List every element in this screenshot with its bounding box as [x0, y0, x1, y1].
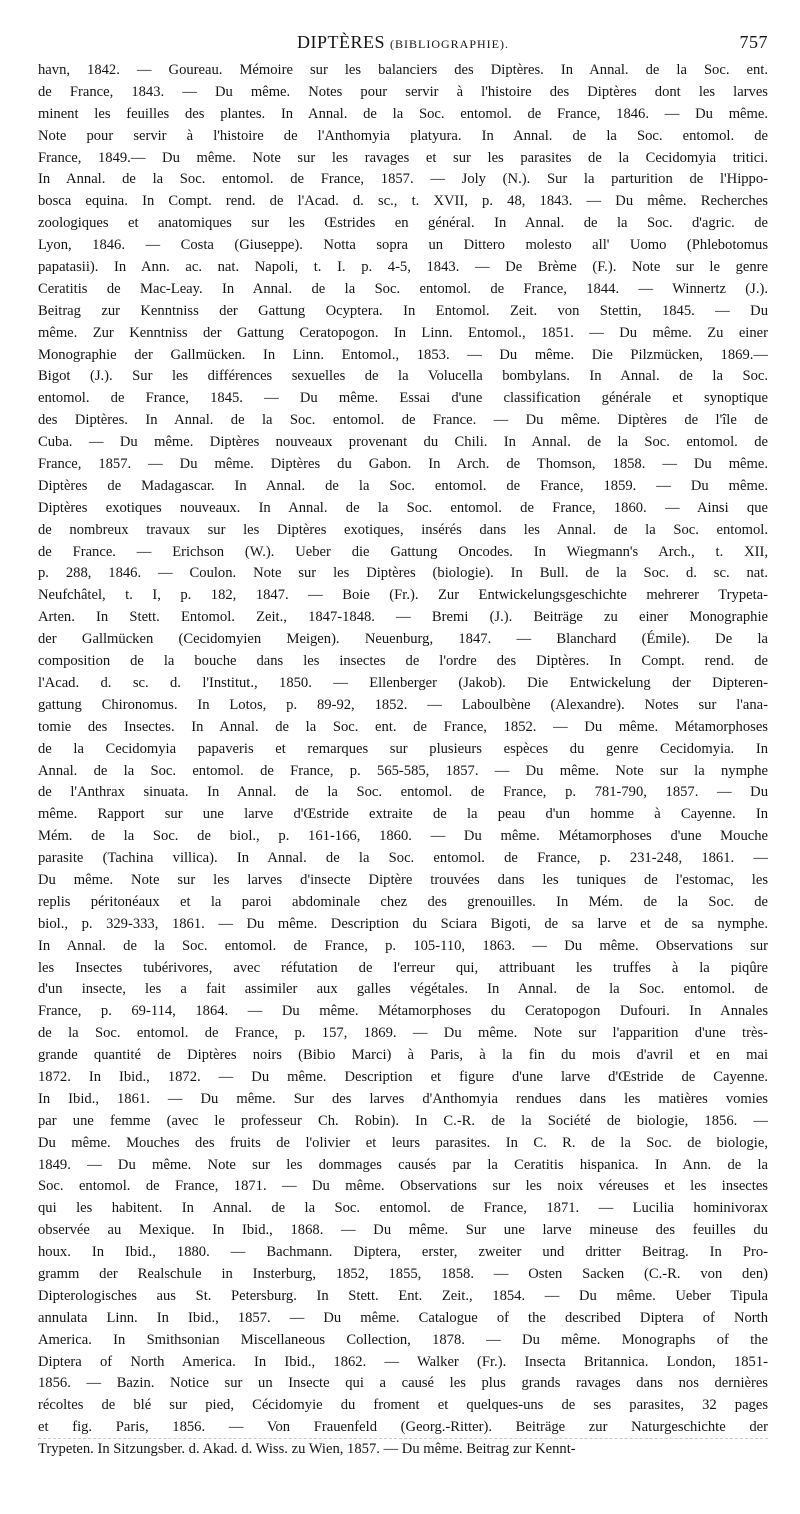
section-subtitle: (BIBLIOGRAPHIE).	[390, 37, 509, 51]
text-line: entomol. de France, 1845. — Du même. Essai d'une classification générale et synoptique	[38, 390, 768, 407]
text-line: Diptères exotiques nouveaux. In Annal. de la Soc. entomol. de France, 1860. — Ainsi que	[38, 499, 768, 516]
text-line: Soc. entomol. de France, 1871. — Du même. Observations sur les noix véreuses et les insectes	[38, 1178, 768, 1195]
text-line: zoologiques et anatomiques sur les Œstrides en général. In Annal. de la Soc. d'agric. de	[38, 215, 768, 232]
text-line: et fig. Paris, 1856. — Von Frauenfeld (Georg.-Ritter). Beiträge zur Naturgeschichte der	[38, 1419, 768, 1436]
text-line: Diptères de Madagascar. In Annal. de la Soc. entomol. de France, 1859. — Du même.	[38, 477, 768, 494]
text-line: de nombreux travaux sur les Diptères exotiques, insérés dans les Annal. de la Soc. entomol.	[38, 521, 768, 538]
text-line: p. 288, 1846. — Coulon. Note sur les Diptères (biologie). In Bull. de la Soc. d. sc. nat.	[38, 565, 768, 582]
text-line: America. In Smithsonian Miscellaneous Collection, 1878. — Du même. Monographs of the	[38, 1331, 768, 1348]
text-line: Neufchâtel, t. I, p. 182, 1847. — Boie (Fr.). Zur Entwickelungsgeschichte mehrerer Trypeta-	[38, 587, 768, 604]
text-line: observée au Mexique. In Ibid., 1868. — Du même. Sur une larve mineuse des feuilles du	[38, 1222, 768, 1239]
section-title: DIPTÈRES	[296, 32, 385, 52]
running-title	[38, 32, 768, 53]
text-line: gattung Chironomus. In Lotos, p. 89-92, 1852. — Laboulbène (Alexandre). Notes sur l'ana-	[38, 696, 768, 713]
text-line: Diptera of North America. In Ibid., 1862. — Walker (Fr.). Insecta Britannica. London, 1851-	[38, 1353, 768, 1370]
text-line: Trypeten. In Sitzungsber. d. Akad. d. Wiss. zu Wien, 1857. — Du même. Beitrag zur Kennt-	[38, 1441, 576, 1458]
bottom-rule	[38, 1438, 768, 1439]
text-line: 1856. — Bazin. Notice sur un Insecte qui a causé les plus grands ravages dans nos dernières	[38, 1375, 768, 1392]
text-line: composition de la bouche dans les insectes de l'ordre des Diptères. In Compt. rend. de	[38, 653, 768, 670]
text-line: In Annal. de la Soc. entomol. de France, 1857. — Joly (N.). Sur la parturition de l'Hippo-	[38, 171, 768, 188]
text-line: In Annal. de la Soc. entomol. de France, p. 105-110, 1863. — Du même. Observations sur	[38, 937, 768, 954]
text-line: houx. In Ibid., 1880. — Bachmann. Diptera, erster, zweiter und dritter Beitrag. In Pro-	[38, 1244, 768, 1261]
bibliography-text	[38, 60, 768, 1461]
text-line: l'Acad. d. sc. d. l'Institut., 1850. — Ellenberger (Jakob). Die Entwickelung der Dipteren-	[38, 674, 768, 691]
text-line: minent les feuilles des plantes. In Annal. de la Soc. entomol. de France, 1846. — Du même.	[38, 105, 768, 122]
text-line: d'un insecte, les a fait assimiler aux galles végétales. In Annal. de la Soc. entomol. de	[38, 981, 768, 998]
text-line: Lyon, 1846. — Costa (Giuseppe). Notta sopra un Dittero molesto all' Uomo (Phlebotomus	[38, 237, 768, 254]
text-line: de l'Anthrax sinuata. In Annal. de la Soc. entomol. de France, p. 781-790, 1857. — Du	[38, 784, 768, 801]
text-line: les Insectes tubérivores, avec réfutation de l'erreur qui, attribuant les truffes à la piqûre	[38, 959, 768, 976]
text-line: 1872. In Ibid., 1872. — Du même. Description et figure d'une larve d'Œstride de Cayenne.	[38, 1068, 768, 1085]
text-line: Note pour servir à l'histoire de l'Anthomyia platyura. In Annal. de la Soc. entomol. de	[38, 127, 768, 144]
text-line: Du même. Note sur les larves d'insecte Diptère trouvées dans les tuniques de l'estomac, les	[38, 871, 768, 888]
text-line: parasite (Tachina villica). In Annal. de la Soc. entomol. de France, p. 231-248, 1861. —	[38, 850, 768, 867]
text-line: Mém. de la Soc. de biol., p. 161-166, 1860. — Du même. Métamorphoses d'une Mouche	[38, 828, 768, 845]
text-line: gramm der Realschule in Insterburg, 1852, 1855, 1858. — Osten Sacken (C.-R. von den)	[38, 1265, 768, 1282]
text-line: de la Cecidomyia papaveris et remarques sur plusieurs espèces du genre Cecidomyia. In	[38, 740, 768, 757]
text-line: Monographie der Gallmücken. In Linn. Entomol., 1853. — Du même. Die Pilzmücken, 1869.—	[38, 346, 768, 363]
text-line: replis péritonéaux et la paroi abdominale chez des grenouilles. In Mém. de la Soc. de	[38, 893, 768, 910]
text-line: Cuba. — Du même. Diptères nouveaux provenant du Chili. In Annal. de la Soc. entomol. de	[38, 434, 768, 451]
text-line: annulata Linn. In Ibid., 1857. — Du même. Catalogue of the described Diptera of North	[38, 1309, 768, 1326]
text-line: papatasii). In Ann. ac. nat. Napoli, t. I. p. 4-5, 1843. — De Brème (F.). Note sur le genre	[38, 259, 768, 276]
text-line: In Ibid., 1861. — Du même. Sur des larves d'Anthomyia rendues dans les matières vomies	[38, 1090, 768, 1107]
text-line: biol., p. 329-333, 1861. — Du même. Description du Sciara Bigoti, de sa larve et de sa nymphe.	[38, 915, 768, 932]
text-line: de France, 1843. — Du même. Notes pour servir à l'histoire des Diptères dont les larves	[38, 83, 768, 100]
text-line: de France. — Erichson (W.). Ueber die Gattung Oncodes. In Wiegmann's Arch., t. XII,	[38, 543, 768, 560]
document-page	[38, 30, 768, 1461]
text-line: Dipterologisches aus St. Petersburg. In Stett. Ent. Zeit., 1854. — Du même. Ueber Tipula	[38, 1287, 768, 1304]
running-header	[38, 30, 768, 60]
text-line: qui les habitent. In Annal. de la Soc. entomol. de France, 1871. — Lucilia hominivorax	[38, 1200, 768, 1217]
text-line: grande quantité de Diptères noirs (Bibio Marci) à Paris, à la fin du mois d'avril et en mai	[38, 1047, 768, 1064]
text-line: bosca equina. In Compt. rend. de l'Acad. d. sc., t. XVII, p. 48, 1843. — Du même. Recherches	[38, 193, 768, 210]
text-line: France, 1857. — Du même. Diptères du Gabon. In Arch. de Thomson, 1858. — Du même.	[38, 456, 768, 473]
text-line: tomie des Insectes. In Annal. de la Soc. ent. de France, 1852. — Du même. Métamorphoses	[38, 718, 768, 735]
text-line: des Diptères. In Annal. de la Soc. entomol. de France. — Du même. Diptères de l'île de	[38, 412, 768, 429]
text-line: même. Rapport sur une larve d'Œstride extraite de la peau d'un homme à Cayenne. In	[38, 806, 768, 823]
text-line: Arten. In Stett. Entomol. Zeit., 1847-1848. — Bremi (J.). Beiträge zu einer Monographie	[38, 609, 768, 626]
text-line: même. Zur Kenntniss der Gattung Ceratopogon. In Linn. Entomol., 1851. — Du même. Zu einer	[38, 324, 768, 341]
text-line: der Gallmücken (Cecidomyien Meigen). Neuenburg, 1847. — Blanchard (Émile). De la	[38, 631, 768, 648]
text-line: France, 1849.— Du même. Note sur les ravages et sur les parasites de la Cecidomyia tritici.	[38, 149, 768, 166]
text-line: de la Soc. entomol. de France, p. 157, 1869. — Du même. Note sur l'apparition d'une très-	[38, 1025, 768, 1042]
text-line: havn, 1842. — Goureau. Mémoire sur les balanciers des Diptères. In Annal. de la Soc. ent.	[38, 62, 768, 78]
text-line: Du même. Mouches des fruits de l'olivier et leurs parasites. In C. R. de la Soc. de biologie,	[38, 1134, 768, 1151]
text-line: Annal. de la Soc. entomol. de France, p. 565-585, 1857. — Du même. Note sur la nymphe	[38, 762, 768, 779]
text-line: Bigot (J.). Sur les différences sexuelles de la Volucella bombylans. In Annal. de la Soc.	[38, 368, 768, 385]
text-line: France, p. 69-114, 1864. — Du même. Métamorphoses du Ceratopogon Dufouri. In Annales	[38, 1003, 768, 1020]
text-line: 1849. — Du même. Note sur les dommages causés par la Ceratitis hispanica. In Ann. de la	[38, 1156, 768, 1173]
text-line: récoltes de blé sur pied, Cécidomyie du froment et quelques-uns de ses parasites, 32 pages	[38, 1397, 768, 1414]
page-number: 757	[739, 32, 768, 52]
text-line: Beitrag zur Kenntniss der Gattung Ocyptera. In Entomol. Zeit. von Stettin, 1845. — Du	[38, 302, 768, 319]
text-line: par une femme (avec le professeur Ch. Robin). In C.-R. de la Société de biologie, 1856. —	[38, 1112, 768, 1129]
text-line: Ceratitis de Mac-Leay. In Annal. de la Soc. entomol. de France, 1844. — Winnertz (J.).	[38, 280, 768, 297]
